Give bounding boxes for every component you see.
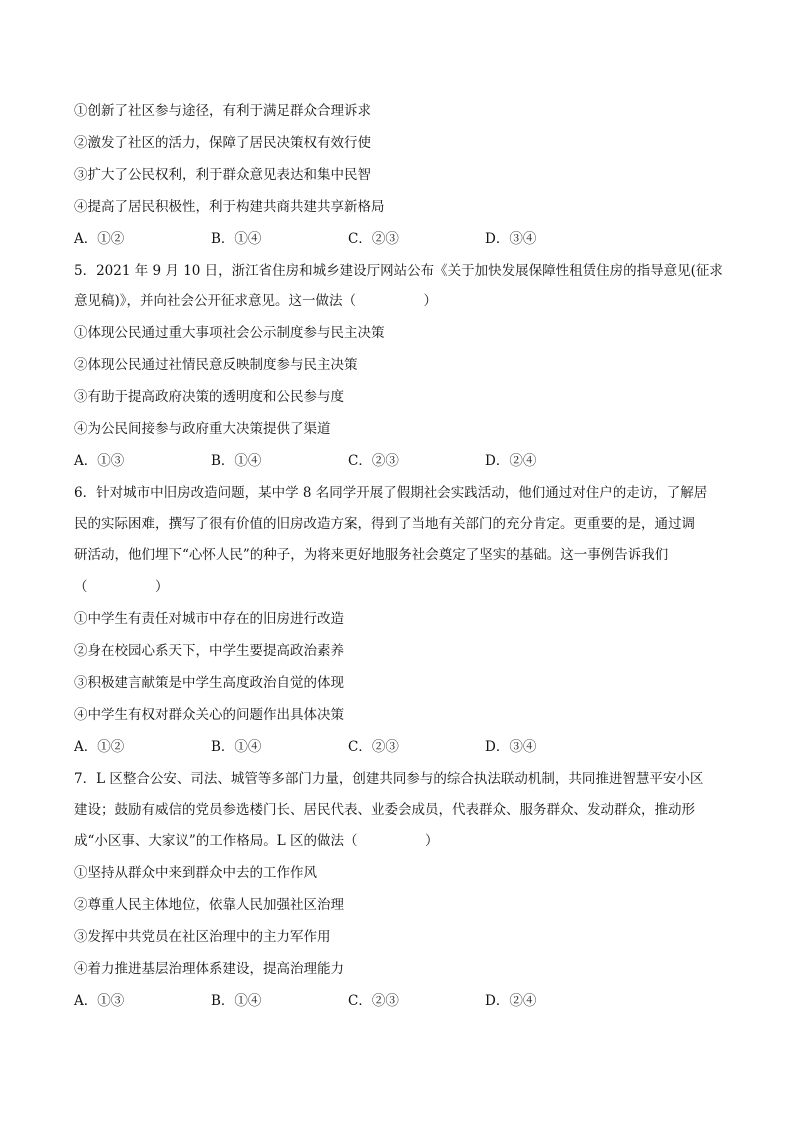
q5-option-1: ①体现公民通过重大事项社会公示制度参与民主决策 — [74, 325, 385, 341]
q6-option-1: ①中学生有责任对城市中存在的旧房进行改造 — [74, 611, 344, 627]
q7-option-4: ④着力推进基层治理体系建设，提高治理能力 — [74, 961, 344, 977]
q5-stem-line-2: 意见稿)》，并向社会公开征求意见。这一做法（ ） — [74, 293, 438, 309]
q6-option-4: ④中学生有权对群众关心的问题作出具体决策 — [74, 707, 344, 723]
q6-choice-b: B．①④ — [211, 739, 262, 755]
q6-stem-line-4: （ ） — [74, 579, 169, 595]
q7-choices — [74, 991, 724, 1011]
q6-option-3: ③积极建言献策是中学生高度政治自觉的体现 — [74, 675, 344, 691]
q6-choice-c: C．②③ — [348, 739, 399, 755]
q5-option-2: ②体现公民通过社情民意反映制度参与民主决策 — [74, 357, 358, 373]
q7-choice-c: C．②③ — [348, 993, 399, 1009]
q4-option-2: ②激发了社区的活力，保障了居民决策权有效行使 — [74, 135, 371, 151]
q7-option-2: ②尊重人民主体地位，依靠人民加强社区治理 — [74, 897, 344, 913]
q5-choice-c: C．②③ — [348, 453, 399, 469]
q6-choice-a: A．①② — [74, 739, 125, 755]
q6-stem-line-2: 民的实际困难，撰写了很有价值的旧房改造方案，得到了当地有关部门的充分肯定。更重要的是，通过调 — [74, 516, 695, 532]
q4-choice-a: A．①② — [74, 231, 125, 247]
q6-choices — [74, 737, 724, 757]
q4-option-4: ④提高了居民积极性，利于构建共商共建共享新格局 — [74, 199, 385, 215]
q5-choices — [74, 451, 724, 471]
q7-stem-line-1: 7．L 区整合公安、司法、城管等多部门力量，创建共同参与的综合执法联动机制，共同推进智慧平安小区 — [74, 771, 704, 787]
q5-option-3: ③有助于提高政府决策的透明度和公民参与度 — [74, 389, 344, 405]
q6-stem-line-1: 6．针对城市中旧房改造问题，某中学 8 名同学开展了假期社会实践活动，他们通过对住户的走访，了解居 — [74, 485, 708, 501]
q4-choice-d: D．③④ — [485, 231, 537, 247]
q7-stem-line-2: 建设；鼓励有威信的党员参选楼门长、居民代表、业委会成员，代表群众、服务群众、发动群众，推动形 — [74, 802, 695, 818]
q7-option-1: ①坚持从群众中来到群众中去的工作作风 — [74, 865, 317, 881]
q5-stem-line-1: 5．2021 年 9 月 10 日，浙江省住房和城乡建设厅网站公布《关于加快发展保障性租赁住房的指导意见(征求 — [74, 263, 723, 279]
q6-stem-line-3: 研活动，他们埋下“心怀人民”的种子，为将来更好地服务社会奠定了坚实的基础。这一事例告诉我们 — [74, 547, 669, 563]
q4-option-3: ③扩大了公民权利，利于群众意见表达和集中民智 — [74, 167, 371, 183]
q4-choices — [74, 229, 724, 249]
q4-choice-c: C．②③ — [348, 231, 399, 247]
q4-option-1: ①创新了社区参与途径，有利于满足群众合理诉求 — [74, 103, 371, 119]
q5-choice-b: B．①④ — [211, 453, 262, 469]
q5-choice-a: A．①③ — [74, 453, 125, 469]
q5-choice-d: D．②④ — [485, 453, 537, 469]
q6-choice-d: D．③④ — [485, 739, 537, 755]
q7-choice-b: B．①④ — [211, 993, 262, 1009]
q7-choice-a: A．①③ — [74, 993, 125, 1009]
q7-stem-line-3: 成“小区事、大家议”的工作格局。L 区的做法（ ） — [74, 833, 439, 849]
q7-choice-d: D．②④ — [485, 993, 537, 1009]
q5-option-4: ④为公民间接参与政府重大决策提供了渠道 — [74, 421, 331, 437]
q4-choice-b: B．①④ — [211, 231, 262, 247]
q7-option-3: ③发挥中共党员在社区治理中的主力军作用 — [74, 929, 331, 945]
q6-option-2: ②身在校园心系天下，中学生要提高政治素养 — [74, 643, 344, 659]
